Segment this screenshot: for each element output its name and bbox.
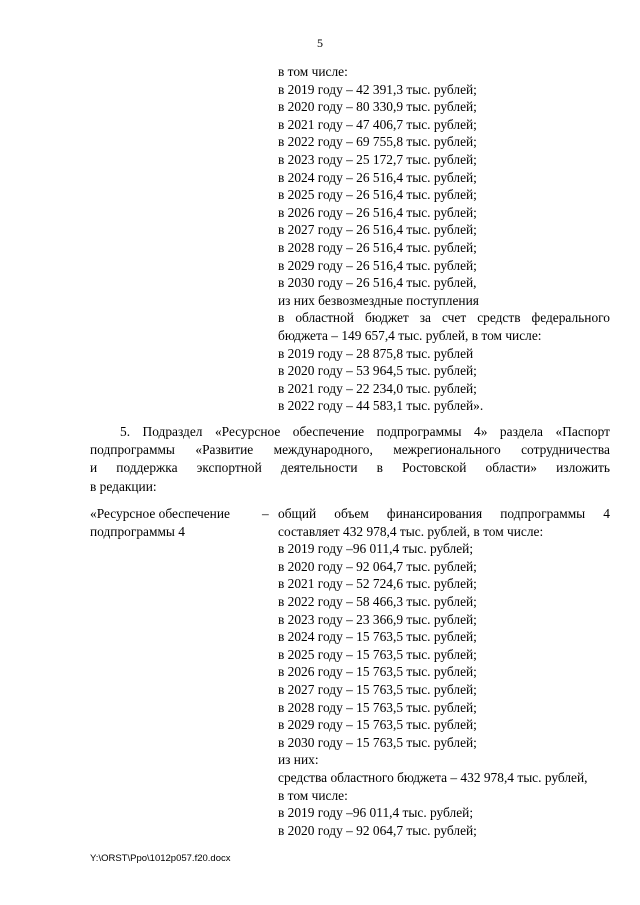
text-line: средства областного бюджета – 432 978,4 тыс. рублей, bbox=[278, 769, 588, 785]
text-line: из них: bbox=[278, 752, 319, 768]
text-line: в 2028 году – 26 516,4 тыс. рублей; bbox=[278, 239, 477, 255]
text-line: в том числе: bbox=[278, 787, 348, 803]
text-line: из них безвозмездные поступления bbox=[278, 292, 479, 308]
text-line: в 2019 году –96 011,4 тыс. рублей; bbox=[278, 805, 474, 821]
text-line: в 2020 году – 53 964,5 тыс. рублей; bbox=[278, 363, 477, 379]
text-line: в 2020 году – 80 330,9 тыс. рублей; bbox=[278, 99, 477, 115]
text-line: в 2024 году – 26 516,4 тыс. рублей; bbox=[278, 169, 477, 185]
text-line: в 2022 году – 58 466,3 тыс. рублей; bbox=[278, 593, 477, 609]
text-line: в 2023 году – 25 172,7 тыс. рублей; bbox=[278, 151, 477, 167]
paragraph-line: 5. Подраздел «Ресурсное обеспечение подпрограммы 4» раздела «Паспорт bbox=[120, 424, 610, 439]
text-line: в 2030 году – 26 516,4 тыс. рублей, bbox=[278, 275, 477, 291]
text-line: в 2025 году – 26 516,4 тыс. рублей; bbox=[278, 187, 477, 203]
text-line: в 2019 году – 28 875,8 тыс. рублей bbox=[278, 345, 474, 361]
funding-breakdown-bottom bbox=[278, 505, 610, 839]
text-line: в 2021 году – 47 406,7 тыс. рублей; bbox=[278, 116, 477, 132]
page-number: 5 bbox=[317, 36, 323, 50]
text-line: в областной бюджет за счет средств федерального bbox=[278, 310, 610, 326]
file-path-footer: Y:\ORST\Ppo\1012p057.f20.docx bbox=[90, 853, 231, 864]
text-line: бюджета – 149 657,4 тыс. рублей, в том числе: bbox=[278, 327, 542, 343]
text-line: в 2030 году – 15 763,5 тыс. рублей; bbox=[278, 734, 477, 750]
text-line: общий объем финансирования подпрограммы 4 bbox=[278, 506, 610, 521]
label-line: «Ресурсное обеспечение bbox=[90, 506, 230, 521]
paragraph-line: в редакции: bbox=[90, 478, 157, 494]
text-line: в 2019 году –96 011,4 тыс. рублей; bbox=[278, 541, 474, 557]
text-line: в 2020 году – 92 064,7 тыс. рублей; bbox=[278, 558, 477, 574]
funding-breakdown-top bbox=[278, 63, 610, 415]
text-line: в 2022 году – 69 755,8 тыс. рублей; bbox=[278, 134, 477, 150]
text-line: в 2025 году – 15 763,5 тыс. рублей; bbox=[278, 646, 477, 662]
label-line: подпрограммы 4 bbox=[90, 523, 185, 539]
text-line: в том числе: bbox=[278, 64, 348, 79]
text-line: в 2024 году – 15 763,5 тыс. рублей; bbox=[278, 629, 477, 645]
paragraph-line: и поддержка экспортной деятельности в Ростовской области» изложить bbox=[90, 460, 610, 476]
text-line: в 2027 году – 26 516,4 тыс. рублей; bbox=[278, 222, 477, 238]
text-line: в 2029 году – 26 516,4 тыс. рублей; bbox=[278, 257, 477, 273]
resource-support-label bbox=[90, 505, 265, 540]
text-line: в 2021 году – 52 724,6 тыс. рублей; bbox=[278, 576, 477, 592]
text-line: в 2021 году – 22 234,0 тыс. рублей; bbox=[278, 380, 477, 396]
text-line: в 2027 году – 15 763,5 тыс. рублей; bbox=[278, 681, 477, 697]
text-line: в 2029 году – 15 763,5 тыс. рублей; bbox=[278, 717, 477, 733]
text-line: в 2022 году – 44 583,1 тыс. рублей». bbox=[278, 398, 484, 414]
amendment-paragraph bbox=[90, 423, 610, 496]
text-line: в 2019 году – 42 391,3 тыс. рублей; bbox=[278, 81, 477, 97]
text-line: в 2026 году – 15 763,5 тыс. рублей; bbox=[278, 664, 477, 680]
label-dash: – bbox=[262, 506, 269, 521]
text-line: в 2026 году – 26 516,4 тыс. рублей; bbox=[278, 204, 477, 220]
text-line: составляет 432 978,4 тыс. рублей, в том числе: bbox=[278, 523, 544, 539]
paragraph-line: подпрограммы «Развитие международного, межрегионального сотрудничества bbox=[90, 442, 610, 458]
text-line: в 2020 году – 92 064,7 тыс. рублей; bbox=[278, 822, 477, 838]
text-line: в 2028 году – 15 763,5 тыс. рублей; bbox=[278, 699, 477, 715]
text-line: в 2023 году – 23 366,9 тыс. рублей; bbox=[278, 611, 477, 627]
